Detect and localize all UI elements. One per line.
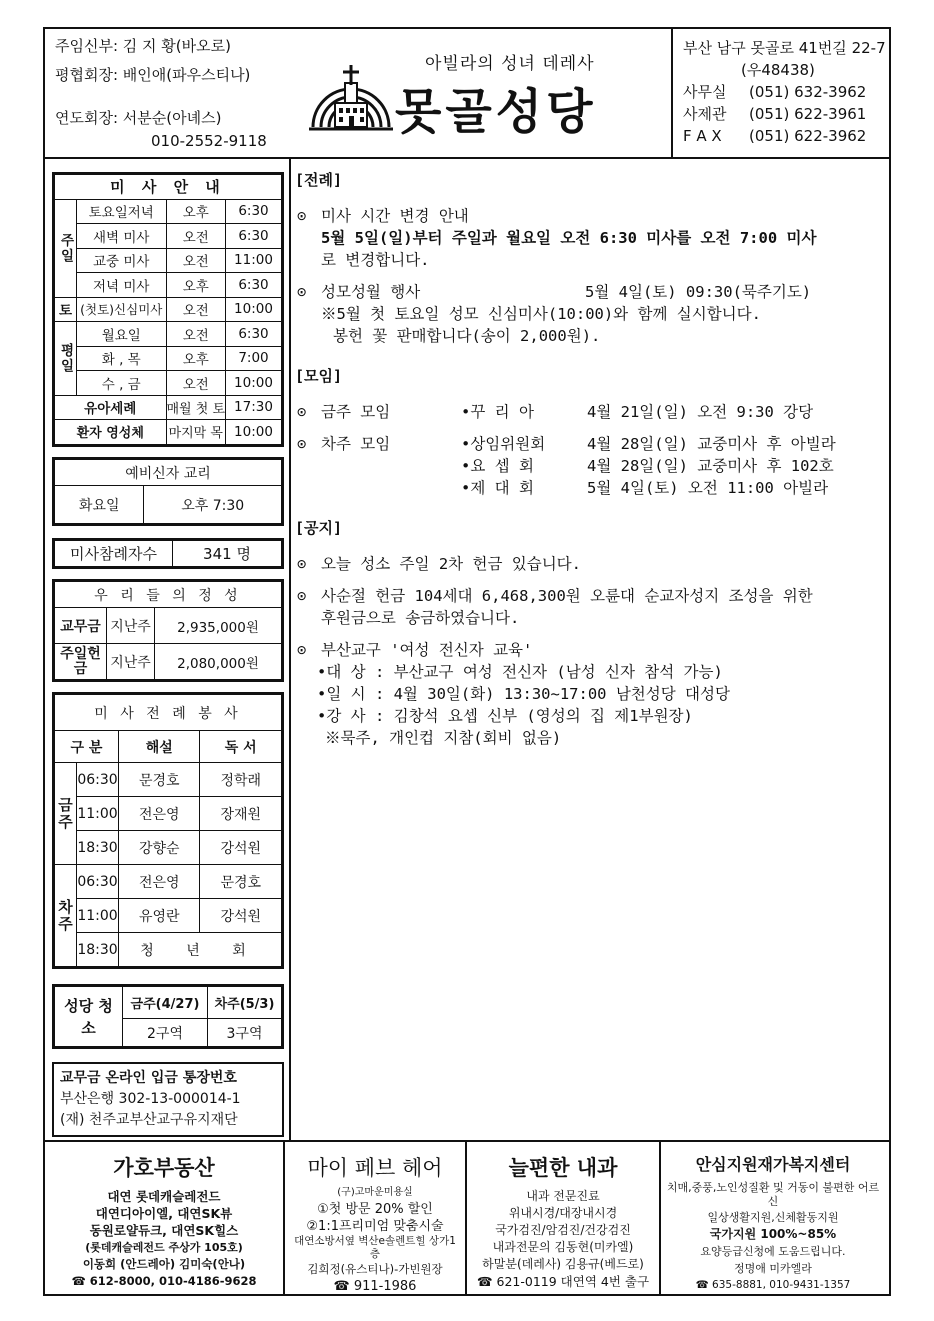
office-phone: (051) 632-3962 (749, 83, 867, 101)
pastor: 주임신부: 김 지 황(바오로) (55, 37, 231, 55)
next-week-label: 차주 (55, 865, 77, 967)
ad-line: 국가검진/암검진/건강검진 (495, 1223, 631, 1237)
server-reader: 강석원 (200, 899, 282, 933)
mass-ampm: 오전 (166, 371, 226, 396)
ad-phone: ☎ 612-8000, 010-4186-9628 (71, 1274, 257, 1288)
notice-text: ※묵주, 개인컵 지참(회비 없음) (325, 729, 562, 747)
rectory-label: 사제관 (683, 105, 727, 123)
infant-baptism-time: 17:30 (226, 395, 282, 420)
server-time: 06:30 (77, 763, 119, 797)
item-line: ※5월 첫 토요일 성모 신심미사(10:00)와 함께 실시합니다. (321, 305, 761, 323)
mass-ampm: 오후 (166, 346, 226, 371)
servers-header-commentator: 해설 (119, 731, 200, 763)
mass-time: 10:00 (226, 297, 282, 322)
mass-time: 6:30 (226, 224, 282, 249)
sunday-label: 주일 (55, 199, 77, 297)
bulletin-page (43, 27, 891, 1296)
weekday-label: 평일 (55, 322, 77, 396)
meeting-org: •꾸 리 아 (461, 403, 534, 421)
server-commentator: 전은영 (119, 865, 200, 899)
offering-period: 지난주 (107, 644, 155, 680)
server-commentator: 유영란 (119, 899, 200, 933)
ad-hair (285, 1142, 467, 1296)
server-reader: 정학래 (200, 763, 282, 797)
bullet-icon: ⊙ (297, 641, 307, 659)
offering-label: 교무금 (55, 608, 107, 644)
ad-line: 대연디아이엘, 대연SK뷰 (95, 1206, 233, 1221)
liturgy-item (295, 281, 885, 347)
next-week-meetings-label: 차주 모임 (321, 435, 391, 453)
catechumen-day: 화요일 (55, 486, 144, 524)
ad-line: 내과전문의 김동현(미카엘) (492, 1240, 634, 1254)
meetings-list (295, 401, 885, 499)
server-time: 11:00 (77, 797, 119, 831)
church-logo-icon (309, 63, 393, 137)
ad-line: 김희정(유스티나)-가빈원장 (307, 1262, 443, 1276)
infant-baptism-label: 유아세례 (55, 395, 167, 420)
sick-communion-time: 10:00 (226, 420, 282, 445)
officers (55, 35, 325, 153)
attendance-label: 미사참례자수 (55, 541, 173, 567)
item-line: 봉헌 꽃 판매합니다(송이 2,000원). (333, 327, 601, 345)
meeting-org: •요 셉 회 (461, 457, 534, 475)
yeondo-president: 연도회장: 서분순(아녜스) (55, 109, 222, 127)
fax-number: (051) 622-3962 (749, 127, 867, 145)
ad-line: 내과 전문진료 (526, 1189, 600, 1203)
mass-schedule-title: 미 사 안 내 (55, 175, 282, 200)
catechumen-time: 오후 7:30 (144, 486, 282, 524)
mass-name: 새벽 미사 (77, 224, 167, 249)
notices-section-title: [공지] (295, 519, 343, 537)
offering-label: 주일헌금 (55, 644, 107, 680)
council-president: 평협회장: 배인애(파우스티나) (55, 66, 251, 84)
server-time: 18:30 (77, 933, 119, 967)
postcode: (우48438) (741, 61, 815, 79)
offering-period: 지난주 (107, 608, 155, 644)
server-time: 11:00 (77, 899, 119, 933)
meeting-info: 4월 21일(일) 오전 9:30 강당 (587, 403, 814, 421)
cleaning-this-week: 금주(4/27) (123, 987, 208, 1019)
mass-schedule-box (52, 172, 284, 447)
server-time: 18:30 (77, 831, 119, 865)
offering-title: 우 리 들 의 정 성 (55, 582, 282, 608)
mass-ampm: 오전 (166, 297, 226, 322)
attendance-box (52, 538, 284, 569)
ad-title: 가호부동산 (113, 1156, 215, 1180)
ad-line: ②1:1프리미엄 맞춤시술 (306, 1219, 444, 1234)
cleaning-label: 성당 청소 (55, 987, 123, 1047)
cleaning-this-zone: 2구역 (123, 1019, 208, 1047)
server-reader: 장재원 (200, 797, 282, 831)
ad-welfare (661, 1142, 885, 1296)
ad-line: 정명애 미카엘라 (734, 1262, 812, 1275)
ad-line: (롯데캐슬레전드 주상가 105호) (85, 1241, 243, 1254)
bank-box (52, 1062, 284, 1137)
bank-account: 부산은행 302-13-000014-1 (60, 1091, 241, 1107)
notice-item (295, 585, 885, 629)
ad-clinic (467, 1142, 661, 1296)
sick-communion-when: 마지막 목 (166, 420, 226, 445)
mass-time: 6:30 (226, 322, 282, 347)
ad-line: 하말분(데레사) 김용규(베드로) (482, 1257, 644, 1271)
bank-title: 교무금 온라인 입금 통장번호 (60, 1070, 237, 1086)
ad-phone: ☎ 635-8881, 010-9431-1357 (695, 1279, 851, 1291)
item-line: 로 변경합니다. (321, 251, 430, 269)
mass-name: 저녁 미사 (77, 273, 167, 298)
yeondo-phone: 010-2552-9118 (151, 132, 267, 150)
mass-ampm: 오전 (166, 248, 226, 273)
server-time: 06:30 (77, 865, 119, 899)
ad-title: 마이 페브 헤어 (307, 1156, 443, 1180)
cleaning-box (52, 984, 284, 1049)
office-label: 사무실 (683, 83, 727, 101)
ad-phone: ☎ 911-1986 (333, 1279, 417, 1294)
offering-box (52, 579, 284, 682)
ad-line: 대연소방서옆 벽산e솔렌트힐 상가1층 (294, 1235, 456, 1260)
bullet-icon: ⊙ (297, 283, 307, 301)
server-reader: 강석원 (200, 831, 282, 865)
bullet-icon: ⊙ (297, 403, 307, 421)
announcements (295, 167, 885, 759)
meetings-section-title: [모임] (295, 367, 343, 385)
item-title: 미사 시간 변경 안내 (321, 207, 469, 225)
advertisements (45, 1140, 889, 1294)
bullet-icon: ⊙ (297, 587, 307, 605)
ad-realestate (45, 1142, 285, 1296)
notice-text: 오늘 성소 주일 2차 헌금 있습니다. (321, 555, 581, 573)
catechumen-box (52, 457, 284, 526)
mass-ampm: 오전 (166, 322, 226, 347)
liturgy-item (295, 205, 885, 271)
mass-time: 6:30 (226, 199, 282, 224)
sick-communion-label: 환자 영성체 (55, 420, 167, 445)
catechumen-title: 예비신자 교리 (55, 460, 282, 486)
cleaning-next-week: 차주(5/3) (208, 987, 282, 1019)
ad-line: 이동희 (안드레아) 김미숙(안나) (82, 1257, 246, 1271)
mass-ampm: 오후 (166, 199, 226, 224)
notice-title: 부산교구 '여성 전신자 교육' (321, 641, 533, 659)
ad-line: (구)고마운미용실 (337, 1187, 413, 1198)
ad-phone: ☎ 621-0119 대연역 4번 출구 (476, 1274, 650, 1289)
saturday-label: 토 (55, 297, 77, 322)
item-line: 5월 5일(일)부터 주일과 월요일 오전 6:30 미사를 오전 7:00 미사 (321, 229, 817, 247)
server-reader: 문경호 (200, 865, 282, 899)
ad-title: 안심지원재가복지센터 (695, 1155, 851, 1174)
server-commentator: 강향순 (119, 831, 200, 865)
address: 부산 남구 못골로 41번길 22-7 (683, 39, 886, 57)
infant-baptism-when: 매월 첫 토 (166, 395, 226, 420)
bullet-icon: ⊙ (297, 435, 307, 453)
notice-text: •강 사 : 김창석 요셉 신부 (영성의 집 제1부원장) (317, 707, 693, 725)
ad-line: 요양등급신청에 도움드립니다. (700, 1245, 846, 1258)
cleaning-next-zone: 3구역 (208, 1019, 282, 1047)
offering-amount: 2,080,000원 (155, 644, 282, 680)
ad-line: 치매,중풍,노인성질환 및 거동이 불편한 어르신 (666, 1181, 880, 1208)
meeting-row (295, 433, 885, 455)
this-week-label: 금주 (55, 763, 77, 865)
mass-time: 11:00 (226, 248, 282, 273)
ad-line: ①첫 방문 20% 할인 (317, 1202, 433, 1217)
ad-line: 국가지원 100%~85% (709, 1227, 837, 1241)
notice-text: 사순절 헌금 104세대 6,468,300원 오륜대 순교자성지 조성을 위한 (321, 587, 813, 605)
column-divider (289, 159, 291, 1140)
mass-schedule-table (54, 174, 282, 445)
bank-holder: (재) 천주교부산교구유지재단 (60, 1112, 238, 1128)
item-title: 성모성월 행사 (321, 283, 421, 301)
rectory-phone: (051) 622-3961 (749, 105, 867, 123)
meeting-info: 4월 28일(일) 교중미사 후 102호 (587, 457, 834, 475)
server-group: 청 년 회 (119, 933, 282, 967)
bullet-icon: ⊙ (297, 207, 307, 225)
liturgy-section-title: [전례] (295, 171, 343, 189)
mass-time: 6:30 (226, 273, 282, 298)
notice-item (295, 639, 885, 749)
meeting-row (295, 401, 885, 423)
ad-line: 일상생활지원,신체활동지원 (707, 1211, 839, 1224)
servers-title: 미 사 전 례 봉 사 (55, 695, 282, 731)
servers-box (52, 692, 284, 969)
notice-item (295, 553, 885, 575)
notice-text: 후원금으로 송금하였습니다. (321, 609, 520, 627)
servers-header-category: 구 분 (55, 731, 119, 763)
contact-info (671, 29, 889, 157)
masthead (295, 29, 671, 157)
attendance-count: 341 명 (173, 541, 282, 567)
ad-line: 동원로얄듀크, 대연SK힐스 (89, 1223, 239, 1238)
mass-name: 토요일저녁 (77, 199, 167, 224)
mass-name: 수 , 금 (77, 371, 167, 396)
meeting-row (295, 477, 885, 499)
item-date: 5월 4일(토) 09:30(묵주기도) (585, 283, 812, 301)
fax-label: F A X (683, 127, 722, 145)
meeting-info: 4월 28일(일) 교중미사 후 아빌라 (587, 435, 836, 453)
mass-name: 월요일 (77, 322, 167, 347)
mass-ampm: 오전 (166, 224, 226, 249)
meeting-info: 5월 4일(토) 오전 11:00 아빌라 (587, 479, 829, 497)
bullet-icon: ⊙ (297, 555, 307, 573)
ad-title: 늘편한 내과 (508, 1156, 618, 1180)
notice-text: •대 상 : 부산교구 여성 전신자 (남성 신자 참석 가능) (317, 663, 723, 681)
mass-time: 7:00 (226, 346, 282, 371)
server-commentator: 전은영 (119, 797, 200, 831)
notice-text: •일 시 : 4월 30일(화) 13:30~17:00 남천성당 대성당 (317, 685, 730, 703)
patron-saint: 아빌라의 성녀 데레사 (425, 54, 595, 74)
ad-line: 위내시경/대장내시경 (508, 1206, 618, 1220)
server-commentator: 문경호 (119, 763, 200, 797)
meeting-row (295, 455, 885, 477)
mass-name: 교중 미사 (77, 248, 167, 273)
mass-name: (첫토)신심미사 (77, 297, 167, 322)
offering-amount: 2,935,000원 (155, 608, 282, 644)
mass-time: 10:00 (226, 371, 282, 396)
mass-ampm: 오후 (166, 273, 226, 298)
meeting-org: •제 대 회 (461, 479, 534, 497)
meeting-org: •상임위원회 (461, 435, 546, 453)
ad-line: 대연 롯데캐슬레전드 (107, 1189, 221, 1204)
church-name: 못골성당 (395, 84, 597, 140)
mass-name: 화 , 목 (77, 346, 167, 371)
this-week-meetings-label: 금주 모임 (321, 403, 391, 421)
servers-header-reader: 독 서 (200, 731, 282, 763)
header (45, 29, 889, 159)
